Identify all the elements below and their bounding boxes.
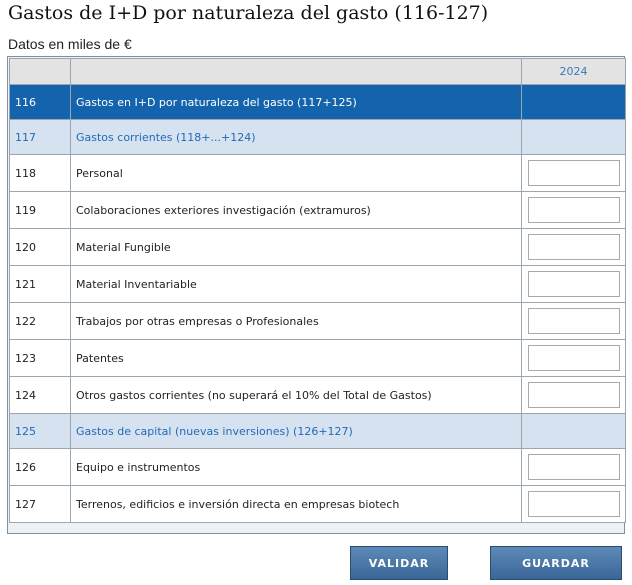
row-value-cell <box>522 486 626 523</box>
row-value-cell <box>522 414 626 449</box>
table-row <box>10 155 626 192</box>
row-code: 120 <box>10 229 71 266</box>
row-value-cell <box>522 155 626 192</box>
row-label: Gastos de capital (nuevas inversiones) (126+127) <box>71 414 522 449</box>
row-code: 121 <box>10 266 71 303</box>
table-row <box>10 340 626 377</box>
row-code: 126 <box>10 449 71 486</box>
value-input-120[interactable] <box>528 234 620 260</box>
table-row <box>10 229 626 266</box>
value-input-124[interactable] <box>528 382 620 408</box>
row-code: 118 <box>10 155 71 192</box>
value-input-122[interactable] <box>528 308 620 334</box>
row-label: Otros gastos corrientes (no superará el 10% del Total de Gastos) <box>71 377 522 414</box>
row-value-cell <box>522 303 626 340</box>
row-label: Gastos corrientes (118+...+124) <box>71 120 522 155</box>
row-label: Material Inventariable <box>71 266 522 303</box>
table-row <box>10 486 626 523</box>
validate-button[interactable]: VALIDAR <box>350 546 448 580</box>
value-input-118[interactable] <box>528 160 620 186</box>
row-value-cell <box>522 266 626 303</box>
row-value-cell <box>522 449 626 486</box>
row-code: 119 <box>10 192 71 229</box>
value-input-119[interactable] <box>528 197 620 223</box>
table-row <box>10 303 626 340</box>
row-label: Colaboraciones exteriores investigación (extramuros) <box>71 192 522 229</box>
row-label: Terrenos, edificios e inversión directa en empresas biotech <box>71 486 522 523</box>
row-value-cell <box>522 377 626 414</box>
row-code: 122 <box>10 303 71 340</box>
table-row-total <box>10 85 626 120</box>
row-label: Trabajos por otras empresas o Profesionales <box>71 303 522 340</box>
row-code: 124 <box>10 377 71 414</box>
row-code: 123 <box>10 340 71 377</box>
row-label: Personal <box>71 155 522 192</box>
expenses-table-frame <box>7 56 625 534</box>
row-value-cell <box>522 192 626 229</box>
row-value-cell <box>522 85 626 120</box>
expenses-table <box>9 58 626 523</box>
row-code: 127 <box>10 486 71 523</box>
header-code-cell <box>10 59 71 85</box>
units-caption: Datos en miles de € <box>8 36 132 52</box>
row-label: Equipo e instrumentos <box>71 449 522 486</box>
row-value-cell <box>522 229 626 266</box>
table-row <box>10 449 626 486</box>
row-code: 117 <box>10 120 71 155</box>
value-input-127[interactable] <box>528 491 620 517</box>
header-year-cell: 2024 <box>522 59 626 85</box>
save-button[interactable]: GUARDAR <box>490 546 622 580</box>
row-label: Gastos en I+D por naturaleza del gasto (117+125) <box>71 85 522 120</box>
table-row-subtotal <box>10 414 626 449</box>
value-input-123[interactable] <box>528 345 620 371</box>
table-row-subtotal <box>10 120 626 155</box>
row-code: 116 <box>10 85 71 120</box>
table-row <box>10 266 626 303</box>
value-input-126[interactable] <box>528 454 620 480</box>
table-row <box>10 192 626 229</box>
row-label: Material Fungible <box>71 229 522 266</box>
row-label: Patentes <box>71 340 522 377</box>
table-header-row <box>10 59 626 85</box>
row-code: 125 <box>10 414 71 449</box>
page-title: Gastos de I+D por naturaleza del gasto (116-127) <box>8 2 489 24</box>
value-input-121[interactable] <box>528 271 620 297</box>
table-row <box>10 377 626 414</box>
header-concept-cell <box>71 59 522 85</box>
row-value-cell <box>522 340 626 377</box>
row-value-cell <box>522 120 626 155</box>
